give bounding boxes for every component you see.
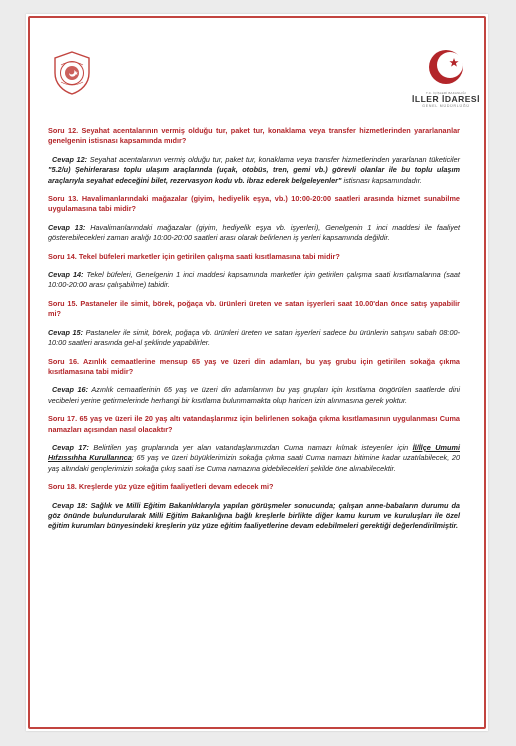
answer-12 xyxy=(48,155,460,186)
question-17: Soru 17. 65 yaş ve üzeri ile 20 yaş altı vatandaşlarımız için belirlenen sokağa çıkma kısıtlamasının uygulanması Cuma namazları açısından nasıl olacaktır? xyxy=(48,414,460,434)
crescent-star-icon xyxy=(411,48,481,91)
answer-text: Azınlık cemaatlerinin 65 yaş ve üzeri din adamlarının bu yaş grupları için kısıtlama öngörülen saatlerde dini vecibeleri yerine getirmelerinde herhangi bir kısıtlama bulunmamakta olup haricen izin alınmasına gerek yoktur. xyxy=(48,385,460,405)
answer-18 xyxy=(48,501,460,532)
answer-14 xyxy=(48,270,460,291)
qa-content xyxy=(48,126,460,540)
brand-top-text: T.C. İÇİŞLERİ BAKANLIĞI xyxy=(426,91,466,95)
brand-sub-text: GENEL MÜDÜRLÜĞÜ xyxy=(422,104,470,108)
answer-text: Pastaneler ile simit, börek, poğaça vb. ürünleri üreten ve satan işyerleri sadece bu ürünlerin satışını sabah 08:00-10:00 saatleri arasında gel-al şeklinde yapabilirler. xyxy=(48,327,460,348)
answer-text: ; 65 yaş ve üzeri büyüklerimizin sokağa çıkma saati Cuma namazı bitimine kadar uzatılabilecek, 20 yaş altındaki gençlerimizin sokağa çıkış saati ise Cuma namazına gidebilecekleri şekilde öne alınabilecektir. xyxy=(48,453,461,473)
answer-17 xyxy=(48,443,460,474)
answer-label: Cevap 17: xyxy=(52,442,89,452)
answer-label: Cevap 18: xyxy=(52,500,88,510)
answer-label: Cevap 15: xyxy=(48,327,84,337)
answer-underlined-text: İl/İlçe Umumi Hıfzıssıhha Kurullarınca xyxy=(48,442,460,463)
brand-main-text: İLLER İDARESİ xyxy=(412,94,480,104)
answer-text: istisnası kapsamındadır. xyxy=(341,175,422,185)
iller-idaresi-logo xyxy=(411,48,481,116)
answer-label: Cevap 12: xyxy=(52,154,88,164)
answer-16 xyxy=(48,385,460,406)
question-13: Soru 13. Havalimanlarındaki mağazalar (giyim, hediyelik eşya, vb.) 10:00-20:00 saatleri arasında hizmet sunabilme uygulamasına tabi midir? xyxy=(48,194,460,214)
answer-13 xyxy=(48,223,460,244)
answer-text: Sağlık ve Milli Eğitim Bakanlıklarıyla yapılan görüşmeler sonucunda; çalışan anne-babaların durumu da göz önünde bulundurularak Milli Eğitim Bakanlığına bağlı kreşlerle birlikte diğer kamu kurum ve kuruluşları ile özel eğitim kurumları bünyesindeki kreşlerin yüz yüze eğitim faaliyetlerine devam edebilmeleri gerektiği değerlendirilmiştir. xyxy=(48,500,460,531)
question-16: Soru 16. Azınlık cemaatlerine mensup 65 yaş ve üzeri din adamları, bu yaş grubu için getirilen sokağa çıkma kısıtlamasına tabi midir? xyxy=(48,356,460,376)
question-14: Soru 14. Tekel büfeleri marketler için getirilen çalışma saati kısıtlamasına tabi midir? xyxy=(48,251,340,261)
answer-label: Cevap 13: xyxy=(48,222,86,232)
answer-label: Cevap 14: xyxy=(48,270,84,280)
document-page xyxy=(26,14,488,731)
answer-label: Cevap 16: xyxy=(52,385,89,395)
question-15: Soru 15. Pastaneler ile simit, börek, poğaça vb. ürünleri üreten ve satan işyerleri saat 10.00'dan önce satış yapabilir mi? xyxy=(48,298,460,319)
question-18: Soru 18. Kreşlerde yüz yüze eğitim faaliyetleri devam edecek mi? xyxy=(48,482,274,492)
answer-text: Seyahat acentalarının vermiş olduğu tur, paket tur, konaklama veya transfer hizmetlerinden yararlanan tüketiciler xyxy=(87,154,460,164)
answer-text: Belirtilen yaş gruplarında yer alan vatandaşlarımızdan Cuma namazı kılmak isteyenler için xyxy=(88,442,413,452)
ministry-seal-icon xyxy=(52,51,92,95)
answer-text: Tekel büfeleri, Genelgenin 1 inci maddesi kapsamında marketler için getirilen çalışma saati kısıtlamalarına (saat 10:00-20:00 arası çalışabilme) tabidir. xyxy=(48,270,460,290)
answer-emphasis: "5.2/u) Şehirlerarası toplu ulaşım araçlarında (uçak, otobüs, tren, gemi vb.) görevli olanlar ile bu toplu ulaşım araçlarıyla seyahat edeceğini bilet, rezervasyon kodu vb. ibraz ederek belgeleyenler" xyxy=(48,165,460,185)
answer-15 xyxy=(48,328,460,349)
answer-text: Havalimanlarındaki mağazalar (giyim, hediyelik eşya vb. işyerleri), Genelgenin 1 inci maddesi ile faaliyet gösterebilecekleri zaman aralığı 10:00-20:00 saatleri arası olarak belirlenen iş yerleri kapsamında değildir. xyxy=(48,222,460,243)
question-12: Soru 12. Seyahat acentalarının vermiş olduğu tur, paket tur, konaklama veya transfer hizmetlerinden yararlananlar genelgenin istisnası kapsamında mıdır? xyxy=(48,126,460,146)
